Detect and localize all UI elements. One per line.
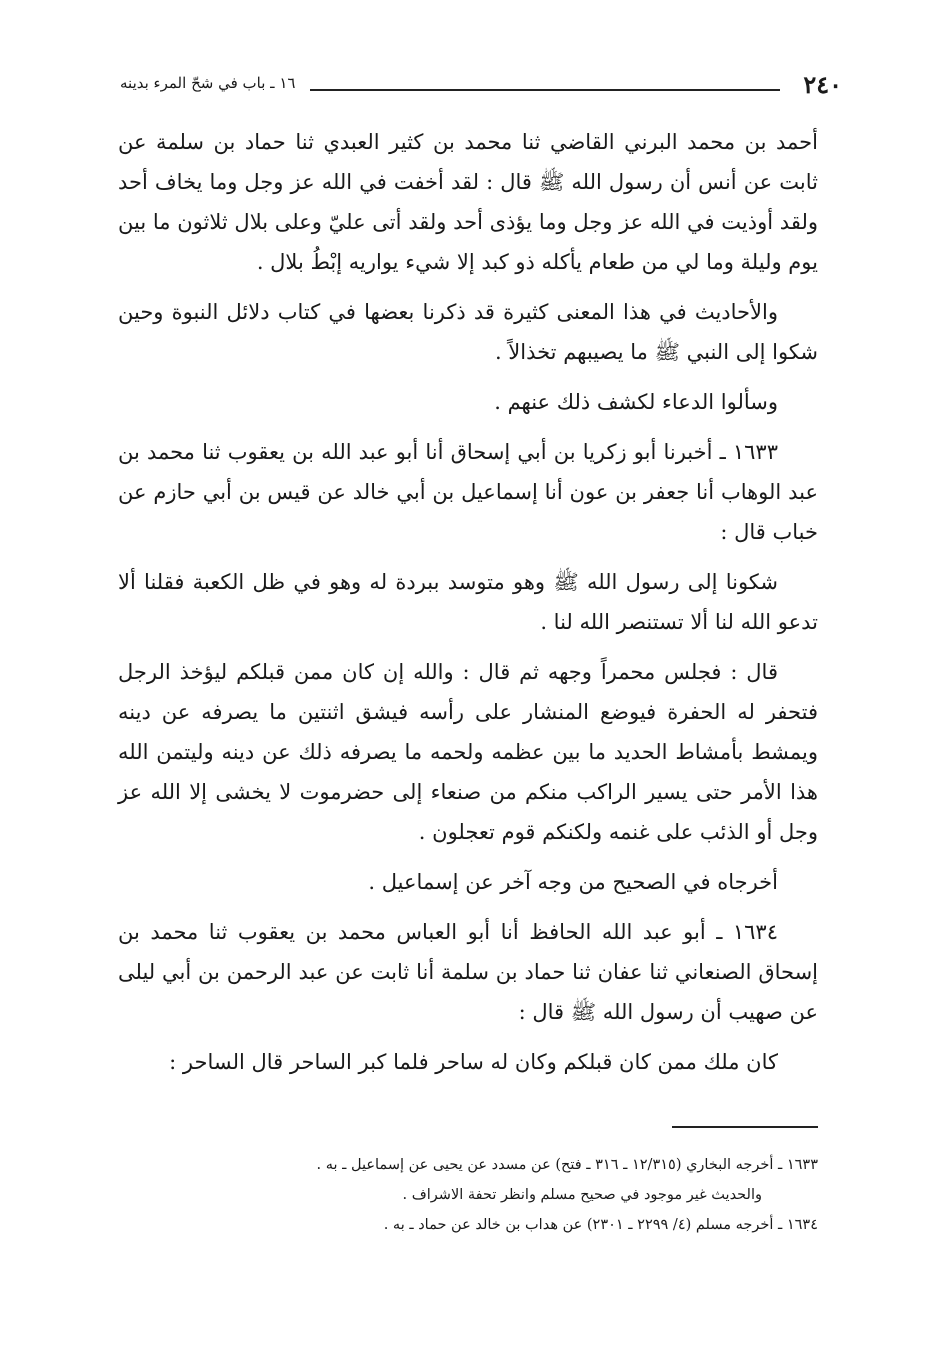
page-number: ٢٤٠ (803, 70, 842, 99)
hadith-isnad-1633: ١٦٣٣ ـ أخبرنا أبو زكريا بن أبي إسحاق أنا أبو عبد الله بن يعقوب ثنا محمد بن عبد الوهاب أنا جعفر بن عون أنا إسماعيل بن أبي خالد عن قيس بن أبي حازم عن خباب قال : (118, 440, 818, 544)
paragraph: وسألوا الدعاء لكشف ذلك عنهم . (494, 390, 778, 414)
running-title: ١٦ ـ باب في شحّ المرء بدينه (120, 74, 296, 92)
paragraph: قال : فجلس محمراً وجهه ثم قال : والله إن كان ممن قبلكم ليؤخذ الرجل فتحفر له الحفرة فيوضع المنشار على رأسه فيشق اثنتين ما يصرفه عن دينه ويمشط بأمشاط الحديد ما بين عظمه ولحمه ما يصرفه ذلك عن دينه وليتمن الله هذا الأمر حتى يسير الراكب منكم من صنعاء إلى حضرموت لا يخشى إلا الله عز وجل أو الذئب على غنمه ولكنكم قوم تعجلون . (118, 660, 818, 844)
page-header (120, 62, 842, 102)
footnote-1634: ١٦٣٤ ـ أخرجه مسلم (٤/ ٢٢٩٩ ـ ٢٣٠١) عن هداب بن خالد عن حماد ـ به . (383, 1217, 818, 1233)
paragraph: أحمد بن محمد البرني القاضي ثنا محمد بن كثير العبدي ثنا حماد بن سلمة عن ثابت عن أنس أن رسول الله ﷺ قال : لقد أخفت في الله عز وجل وما يخاف أحد ولقد أوذيت في الله عز وجل وما يؤذى أحد ولقد أتى عليّ وعلى بلال ثلاثون ما بين يوم وليلة وما لي من طعام يأكله ذو كبد إلا شيء يواريه إبْطُ بلال . (118, 130, 818, 274)
header-rule (310, 89, 780, 91)
paragraph: شكونا إلى رسول الله ﷺ وهو متوسد ببردة له وهو في ظل الكعبة فقلنا ألا تدعو الله لنا ألا تستنصر الله لنا . (118, 570, 818, 634)
main-text (118, 122, 818, 1082)
footnote-1633: ١٦٣٣ ـ أخرجه البخاري (١٢/٣١٥ ـ ٣١٦ ـ فتح) عن مسدد عن يحيى عن إسماعيل ـ به . (316, 1157, 818, 1173)
hadith-isnad-1634: ١٦٣٤ ـ أبو عبد الله الحافظ أنا أبو العباس محمد بن يعقوب ثنا محمد بن إسحاق الصنعاني ثنا عفان ثنا حماد بن سلمة أنا ثابت عن عبد الرحمن بن أبي ليلى عن صهيب أن رسول الله ﷺ قال : (118, 920, 818, 1024)
paragraph: كان ملك ممن كان قبلكم وكان له ساحر فلما كبر الساحر قال الساحر : (169, 1050, 778, 1074)
footnotes (150, 1150, 818, 1240)
footnote-1633-note: والحديث غير موجود في صحيح مسلم وانظر تحفة الاشراف . (402, 1187, 762, 1203)
paragraph: أخرجاه في الصحيح من وجه آخر عن إسماعيل . (368, 870, 778, 894)
footnote-rule (672, 1126, 818, 1128)
paragraph: والأحاديث في هذا المعنى كثيرة قد ذكرنا بعضها في كتاب دلائل النبوة وحين شكوا إلى النبي ﷺ ما يصيبهم تخذالاً . (118, 300, 818, 364)
